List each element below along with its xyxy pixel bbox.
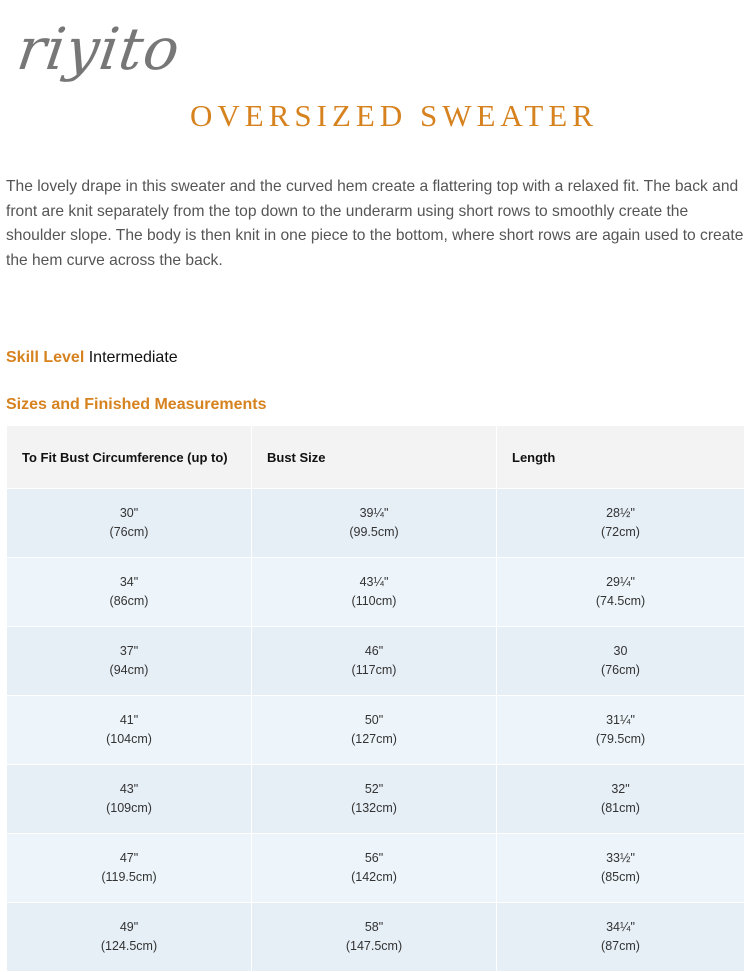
table-row [7, 765, 745, 834]
metric-value: (124.5cm) [100, 939, 158, 953]
metric-value: (81cm) [601, 801, 640, 815]
imperial-value: 56" [364, 851, 384, 865]
intro-paragraph: The lovely drape in this sweater and the curved hem create a flattering top with a relaxed fit. The back and front are knit separately from the top down to the underarm using short rows to smoothly create the shoulder slope. The body is then knit in one piece to the bottom, where short rows are again used to create the hem curve across the back. [6, 178, 744, 269]
header-length: Length [497, 426, 745, 489]
imperial-value: 33½" [606, 851, 635, 865]
metric-value: (76cm) [601, 663, 640, 677]
table-row [7, 489, 745, 558]
metric-value: (109cm) [106, 801, 152, 815]
metric-value: (76cm) [109, 525, 149, 539]
cell-bust-size [252, 834, 497, 903]
imperial-value: 47" [119, 851, 139, 865]
cell-bust-size [252, 489, 497, 558]
cell-length [497, 696, 745, 765]
metric-value: (74.5cm) [595, 594, 646, 608]
imperial-value: 58" [364, 920, 384, 934]
imperial-value: 31¼" [606, 713, 635, 727]
skill-level [6, 349, 178, 367]
metric-value: (142cm) [351, 870, 397, 884]
cell-bust-size [252, 903, 497, 972]
table-row [7, 696, 745, 765]
sizes-heading: Sizes and Finished Measurements [6, 396, 267, 413]
metric-value: (79.5cm) [595, 732, 646, 746]
imperial-value: 50" [364, 713, 384, 727]
metric-value: (94cm) [109, 663, 149, 677]
cell-bust-size [252, 696, 497, 765]
imperial-value: 30" [119, 506, 139, 520]
cell-length [497, 489, 745, 558]
table-header-row [7, 426, 745, 489]
cell-bust-size [252, 627, 497, 696]
cell-bust-size [252, 558, 497, 627]
imperial-value: 34" [119, 575, 139, 589]
imperial-value: 41" [119, 713, 139, 727]
imperial-value: 34¼" [606, 920, 635, 934]
cell-length [497, 903, 745, 972]
cell-length [497, 627, 745, 696]
cell-length [497, 765, 745, 834]
cell-bust-fit [7, 558, 252, 627]
metric-value: (104cm) [106, 732, 152, 746]
metric-value: (99.5cm) [349, 525, 399, 539]
imperial-value: 30 [613, 644, 628, 658]
metric-value: (119.5cm) [101, 870, 157, 884]
cell-bust-fit [7, 903, 252, 972]
sizes-table [6, 425, 745, 972]
metric-value: (72cm) [601, 525, 640, 539]
cell-bust-fit [7, 696, 252, 765]
imperial-value: 29¼" [606, 575, 635, 589]
imperial-value: 32" [611, 782, 630, 796]
imperial-value: 37" [119, 644, 139, 658]
imperial-value: 46" [364, 644, 384, 658]
metric-value: (86cm) [109, 594, 149, 608]
table-row [7, 903, 745, 972]
skill-level-value: Intermediate [88, 349, 178, 366]
imperial-value: 43¼" [359, 575, 389, 589]
metric-value: (132cm) [351, 801, 397, 815]
cell-bust-fit [7, 627, 252, 696]
cell-length [497, 558, 745, 627]
table-row [7, 627, 745, 696]
header-bust-size: Bust Size [252, 426, 497, 489]
metric-value: (85cm) [601, 870, 640, 884]
imperial-value: 28½" [606, 506, 635, 520]
cell-bust-fit [7, 765, 252, 834]
cell-bust-size [252, 765, 497, 834]
metric-value: (117cm) [351, 663, 397, 677]
table-row [7, 558, 745, 627]
page-title: OVERSIZED SWEATER [190, 98, 598, 133]
cell-bust-fit [7, 489, 252, 558]
skill-level-label: Skill Level [6, 349, 85, 366]
brand-logo: riyito [13, 15, 185, 83]
header-bust-fit: To Fit Bust Circumference (up to) [7, 426, 252, 489]
imperial-value: 52" [364, 782, 384, 796]
table-row [7, 834, 745, 903]
metric-value: (127cm) [351, 732, 397, 746]
metric-value: (147.5cm) [345, 939, 403, 953]
imperial-value: 49" [119, 920, 139, 934]
metric-value: (87cm) [601, 939, 640, 953]
cell-length [497, 834, 745, 903]
imperial-value: 43" [119, 782, 139, 796]
cell-bust-fit [7, 834, 252, 903]
metric-value: (110cm) [351, 594, 397, 608]
imperial-value: 39¼" [359, 506, 389, 520]
